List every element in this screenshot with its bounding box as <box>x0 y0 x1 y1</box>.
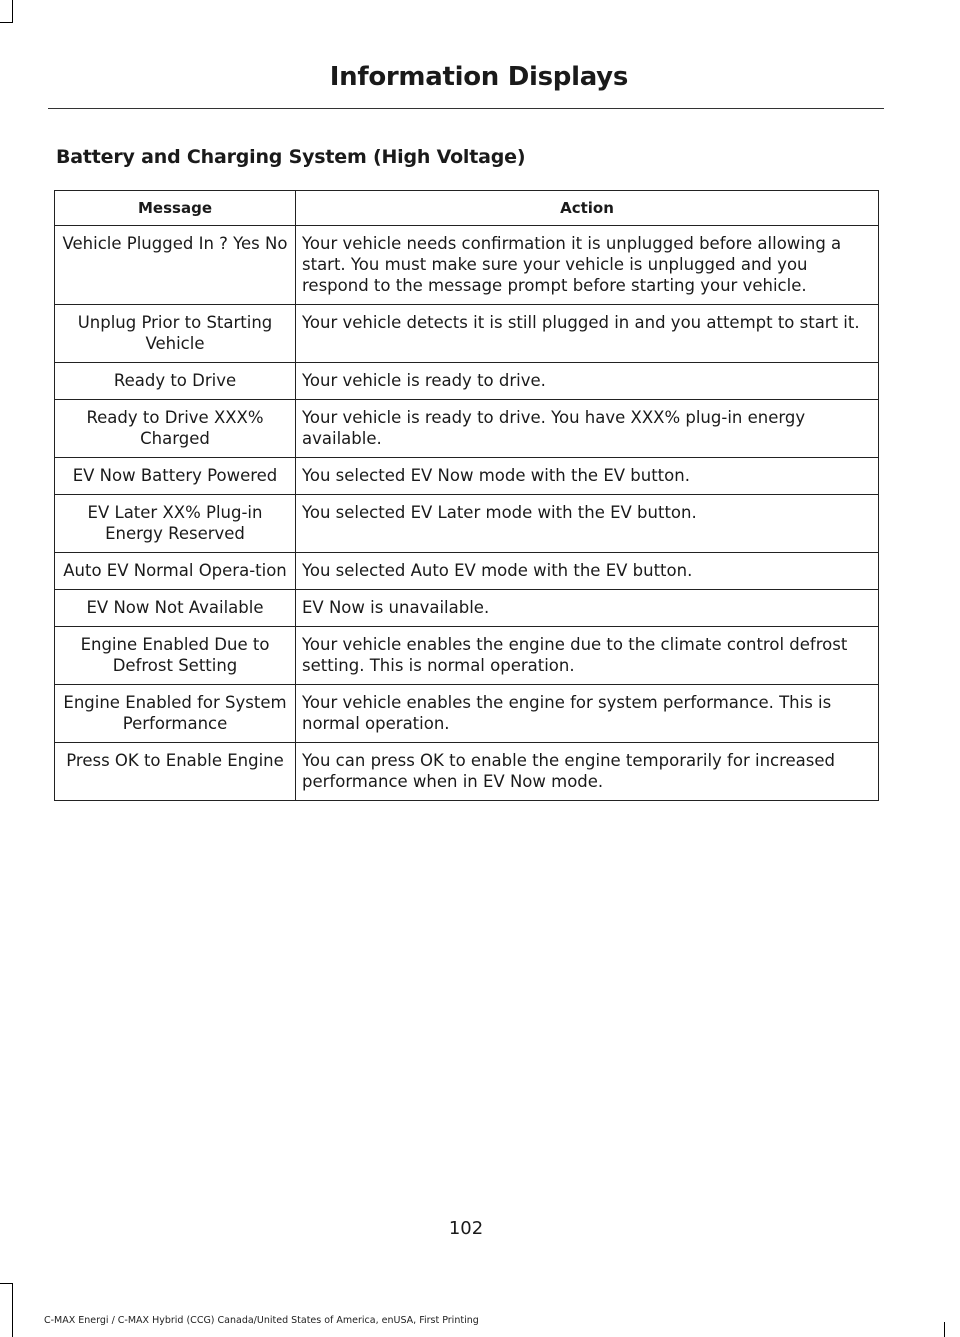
crop-mark-bottom-left-vertical <box>12 1283 13 1337</box>
action-cell: Your vehicle is ready to drive. <box>296 363 879 400</box>
action-cell: Your vehicle enables the engine due to the climate control defrost setting. This is normal operation. <box>296 627 879 685</box>
message-cell: EV Now Battery Powered <box>55 458 296 495</box>
action-cell: EV Now is unavailable. <box>296 590 879 627</box>
table-row <box>55 553 879 590</box>
table-row <box>55 590 879 627</box>
crop-mark-top-left-vertical <box>12 0 13 22</box>
column-header-message: Message <box>55 191 296 226</box>
action-cell: Your vehicle is ready to drive. You have XXX% plug-in energy available. <box>296 400 879 458</box>
message-cell: Auto EV Normal Opera-tion <box>55 553 296 590</box>
crop-mark-bottom-left-horizontal <box>0 1283 13 1284</box>
message-cell: Press OK to Enable Engine <box>55 743 296 801</box>
action-cell: Your vehicle needs confirmation it is unplugged before allowing a start. You must make sure your vehicle is unplugged and you respond to the message prompt before starting your vehicle. <box>296 226 879 305</box>
message-cell: EV Now Not Available <box>55 590 296 627</box>
page-number: 102 <box>448 1218 484 1239</box>
message-cell: Ready to Drive XXX% Charged <box>55 400 296 458</box>
chapter-title: Information Displays <box>329 62 628 92</box>
action-cell: You selected Auto EV mode with the EV button. <box>296 553 879 590</box>
table-row <box>55 363 879 400</box>
table-row <box>55 685 879 743</box>
table-row <box>55 226 879 305</box>
table-row <box>55 495 879 553</box>
message-cell: EV Later XX% Plug-in Energy Reserved <box>55 495 296 553</box>
message-cell: Engine Enabled Due to Defrost Setting <box>55 627 296 685</box>
message-table <box>54 190 879 801</box>
table-header-row <box>55 191 879 226</box>
action-cell: Your vehicle enables the engine for system performance. This is normal operation. <box>296 685 879 743</box>
action-cell: You selected EV Now mode with the EV button. <box>296 458 879 495</box>
action-cell: You selected EV Later mode with the EV button. <box>296 495 879 553</box>
section-title: Battery and Charging System (High Voltage) <box>56 146 526 168</box>
message-cell: Ready to Drive <box>55 363 296 400</box>
crop-mark-top-left-horizontal <box>0 22 13 23</box>
message-cell: Unplug Prior to Starting Vehicle <box>55 305 296 363</box>
table-row <box>55 627 879 685</box>
message-cell: Vehicle Plugged In ? Yes No <box>55 226 296 305</box>
crop-mark-bottom-right-vertical <box>944 1322 945 1337</box>
table-row <box>55 305 879 363</box>
page-header <box>48 60 884 109</box>
action-cell: You can press OK to enable the engine temporarily for increased performance when in EV Now mode. <box>296 743 879 801</box>
message-cell: Engine Enabled for System Performance <box>55 685 296 743</box>
action-cell: Your vehicle detects it is still plugged in and you attempt to start it. <box>296 305 879 363</box>
table-row <box>55 400 879 458</box>
table-row <box>55 743 879 801</box>
table-row <box>55 458 879 495</box>
publication-footer: C-MAX Energi / C-MAX Hybrid (CCG) Canada/United States of America, enUSA, First Printing <box>44 1315 479 1326</box>
column-header-action: Action <box>296 191 879 226</box>
